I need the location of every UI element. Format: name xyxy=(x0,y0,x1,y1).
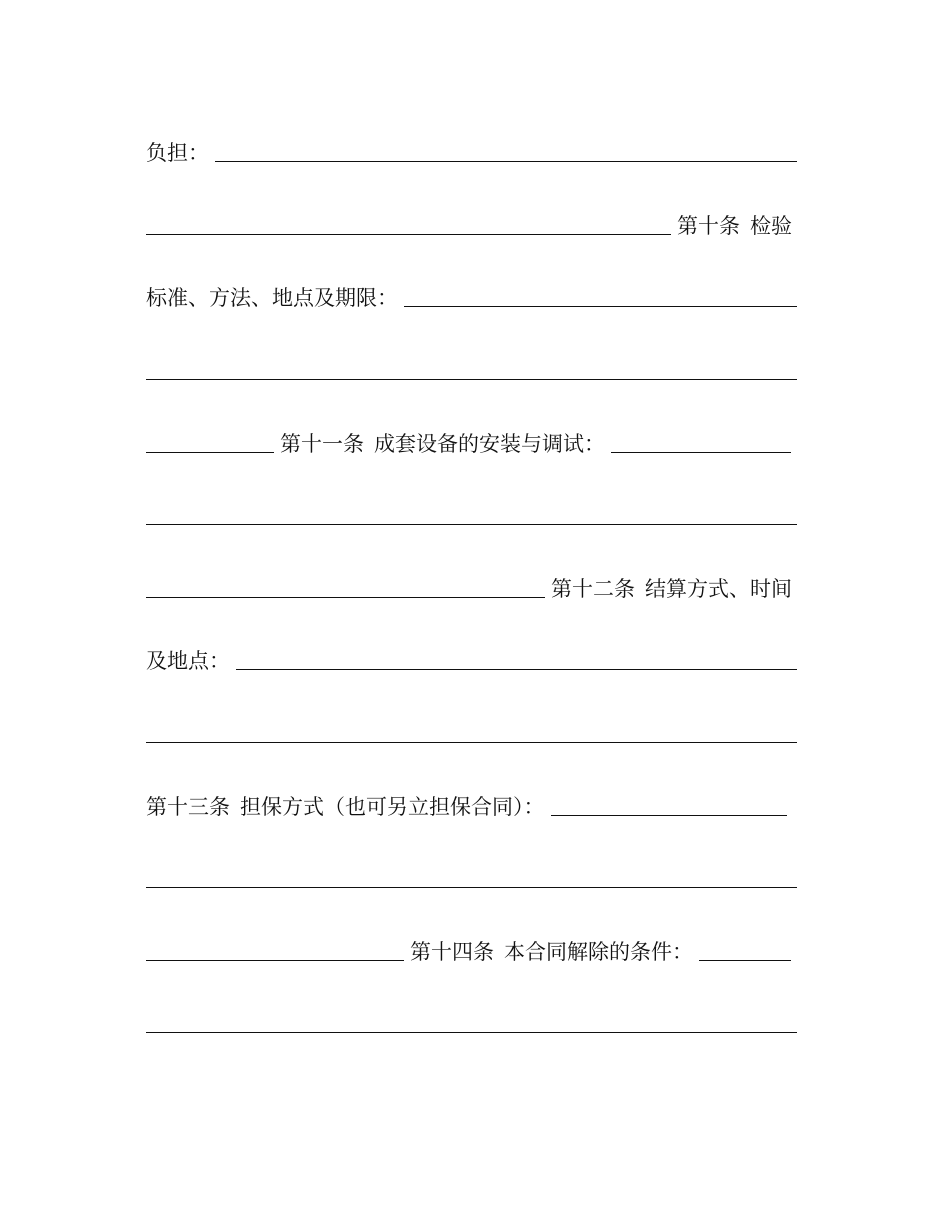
article-14-number: 第十四条 xyxy=(410,940,494,964)
article-11-number: 第十一条 xyxy=(280,432,364,456)
blank-field-burden-cont[interactable] xyxy=(146,234,671,235)
blank-field-burden[interactable] xyxy=(215,161,797,162)
line-article-14 xyxy=(146,931,791,965)
line-article-10 xyxy=(146,205,792,239)
blank-field-installation-cont[interactable] xyxy=(146,524,797,525)
article-10-title: 检验 xyxy=(750,214,792,238)
line-blank-3 xyxy=(146,713,797,747)
article-14-title: 本合同解除的条件： xyxy=(504,940,693,964)
article-12-title: 结算方式、时间 xyxy=(645,577,792,601)
blank-field-inspection-cont[interactable] xyxy=(146,379,797,380)
line-blank-2 xyxy=(146,495,797,529)
blank-field-settlement[interactable] xyxy=(236,669,797,670)
line-inspection-standards xyxy=(146,277,797,311)
article-10-number: 第十条 xyxy=(677,214,740,238)
line-article-11 xyxy=(146,423,791,457)
blank-field-guarantee-end[interactable] xyxy=(146,960,404,961)
blank-field-settlement-cont[interactable] xyxy=(146,742,797,743)
label-inspection-standards: 标准、方法、地点及期限： xyxy=(146,286,398,310)
line-article-12 xyxy=(146,568,792,602)
blank-field-termination[interactable] xyxy=(699,960,791,961)
line-blank-4 xyxy=(146,858,797,892)
blank-field-guarantee[interactable] xyxy=(551,815,788,816)
label-settlement-place: 及地点： xyxy=(146,649,230,673)
line-article-13 xyxy=(146,786,787,820)
article-12-number: 第十二条 xyxy=(551,577,635,601)
blank-field-guarantee-cont[interactable] xyxy=(146,887,797,888)
blank-field-installation-end[interactable] xyxy=(146,597,545,598)
article-13-number: 第十三条 xyxy=(146,795,230,819)
article-13-title: 担保方式（也可另立担保合同）： xyxy=(240,795,545,819)
blank-field-installation[interactable] xyxy=(611,452,791,453)
blank-field-termination-cont[interactable] xyxy=(146,1032,797,1033)
line-burden xyxy=(146,132,797,166)
line-blank-1 xyxy=(146,350,797,384)
blank-field-inspection-end[interactable] xyxy=(146,452,274,453)
blank-field-inspection[interactable] xyxy=(404,306,797,307)
article-11-title: 成套设备的安装与调试： xyxy=(374,432,605,456)
line-blank-5 xyxy=(146,1003,797,1037)
line-settlement-place xyxy=(146,640,797,674)
label-burden: 负担： xyxy=(146,141,209,165)
